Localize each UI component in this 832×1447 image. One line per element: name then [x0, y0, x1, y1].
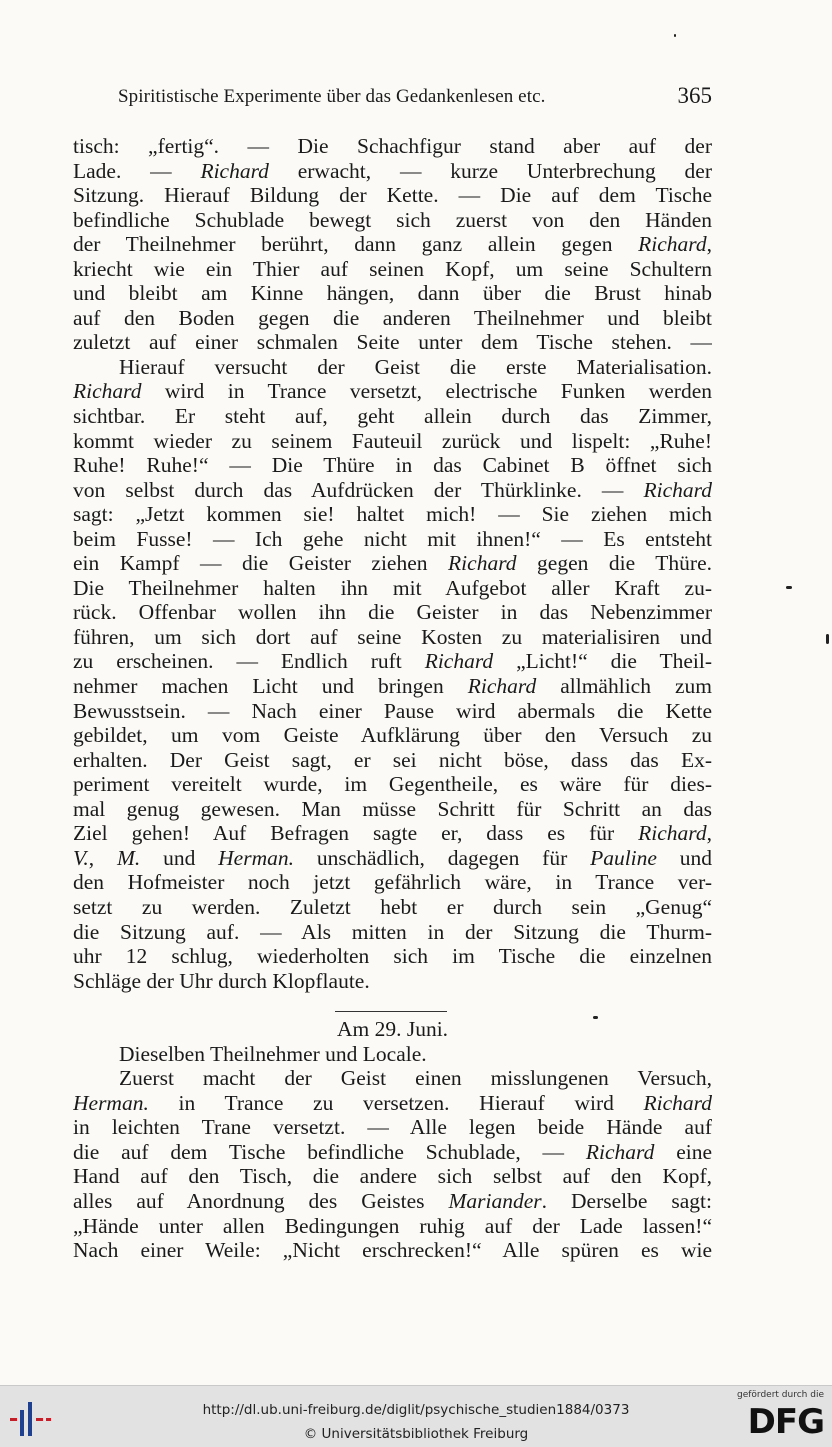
- dfg-logo-text: DFG: [747, 1402, 824, 1442]
- text-line: kriecht wie ein Thier auf seinen Kopf, um seine Schultern: [73, 256, 712, 281]
- text-line: ein Kampf — die Geister ziehen Richard gegen die Thüre.: [73, 551, 712, 576]
- scan-speck: [826, 634, 829, 644]
- text-line: mal genug gewesen. Man müsse Schritt für Schritt an das: [73, 796, 712, 821]
- text-line: den Hofmeister noch jetzt gefährlich wäre, in Trance ver-: [73, 870, 712, 895]
- text-line: gebildet, um vom Geiste Aufklärung über den Versuch zu: [73, 723, 712, 748]
- text-line: beim Fusse! — Ich gehe nicht mit ihnen!“ — Es entsteht: [73, 526, 712, 551]
- source-url-link[interactable]: http://dl.ub.uni-freiburg.de/diglit/psychische_studien1884/0373: [202, 1402, 630, 1418]
- text-line: befindliche Schublade bewegt sich zuerst von den Händen: [73, 207, 712, 232]
- text-line: sichtbar. Er steht auf, geht allein durch das Zimmer,: [73, 404, 712, 429]
- text-line: nehmer machen Licht und bringen Richard allmählich zum: [73, 674, 712, 699]
- section-heading: Am 29. Juni.: [336, 1017, 449, 1042]
- page-header: [118, 83, 712, 114]
- text-line: Schläge der Uhr durch Klopflaute.: [73, 968, 370, 993]
- scan-speck: [593, 1016, 598, 1019]
- dfg-logo[interactable]: [732, 1390, 824, 1444]
- text-line: Dieselben Theilnehmer und Locale.: [119, 1041, 427, 1066]
- text-line: Herman. in Trance zu versetzen. Hierauf wird Richard: [73, 1090, 712, 1115]
- text-line: periment vereitelt wurde, im Gegentheile, es wäre für dies-: [73, 772, 712, 797]
- dfg-caption: gefördert durch die: [737, 1390, 824, 1400]
- text-line: sagt: „Jetzt kommen sie! haltet mich! — Sie ziehen mich: [73, 502, 712, 527]
- section-divider: [73, 993, 712, 1017]
- text-line: Sitzung. Hierauf Bildung der Kette. — Die auf dem Tische: [73, 183, 712, 208]
- text-line: auf den Boden gegen die anderen Theilnehmer und bleibt: [73, 305, 712, 330]
- text-line: rück. Offenbar wollen ihn die Geister in das Nebenzimmer: [73, 600, 712, 625]
- text-line: und bleibt am Kinne hängen, dann über die Brust hinab: [73, 281, 712, 306]
- text-line: Bewusstsein. — Nach einer Pause wird abermals die Kette: [73, 698, 712, 723]
- text-line: erhalten. Der Geist sagt, er sei nicht böse, dass das Ex-: [73, 747, 712, 772]
- text-line: führen, um sich dort auf seine Kosten zu materialisiren und: [73, 624, 712, 649]
- body-text: [73, 134, 712, 1263]
- scan-speck: [786, 586, 792, 589]
- text-line: in leichten Trane versetzt. — Alle legen beide Hände auf: [73, 1115, 712, 1140]
- text-line: Ziel gehen! Auf Befragen sagte er, dass es für Richard,: [73, 821, 712, 846]
- text-line: uhr 12 schlug, wiederholten sich im Tische die einzelnen: [73, 944, 712, 969]
- text-line: Hand auf den Tisch, die andere sich selbst auf den Kopf,: [73, 1164, 712, 1189]
- text-line: Richard wird in Trance versetzt, electrische Funken werden: [73, 379, 712, 404]
- scan-speck: [674, 34, 676, 37]
- text-line: die auf dem Tische befindliche Schublade, — Richard eine: [73, 1139, 712, 1164]
- text-line: Lade. — Richard erwacht, — kurze Unterbrechung der: [73, 158, 712, 183]
- text-line: Hierauf versucht der Geist die erste Materialisation.: [119, 354, 712, 379]
- text-line: zu erscheinen. — Endlich ruft Richard „Licht!“ die Theil-: [73, 649, 712, 674]
- text-line: „Hände unter allen Bedingungen ruhig auf der Lade lassen!“: [73, 1213, 712, 1238]
- text-line: Die Theilnehmer halten ihn mit Aufgebot aller Kraft zu-: [73, 575, 712, 600]
- text-line: Nach einer Weile: „Nicht erschrecken!“ Alle spüren es wie: [73, 1238, 712, 1263]
- text-line: alles auf Anordnung des Geistes Mariander. Derselbe sagt:: [73, 1188, 712, 1213]
- text-line: setzt zu werden. Zuletzt hebt er durch sein „Genug“: [73, 894, 712, 919]
- page-number: 365: [677, 83, 712, 108]
- text-line: von selbst durch das Aufdrücken der Thürklinke. — Richard: [73, 477, 712, 502]
- text-line: V., M. und Herman. unschädlich, dagegen für Pauline und: [73, 845, 712, 870]
- text-line: kommt wieder zu seinem Fauteuil zurück und lispelt: „Ruhe!: [73, 428, 712, 453]
- running-title: Spiritistische Experimente über das Gedankenlesen etc.: [118, 86, 546, 107]
- text-line: der Theilnehmer berührt, dann ganz allein gegen Richard,: [73, 232, 712, 257]
- text-line: tisch: „fertig“. — Die Schachfigur stand aber auf der: [73, 134, 712, 158]
- viewer-footer: [0, 1385, 832, 1447]
- copyright-notice: © Universitätsbibliothek Freiburg: [303, 1426, 529, 1442]
- text-line: zuletzt auf einer schmalen Seite unter dem Tische stehen. —: [73, 330, 712, 355]
- divider-rule: [335, 1011, 447, 1012]
- text-line: Ruhe! Ruhe!“ — Die Thüre in das Cabinet B öffnet sich: [73, 453, 712, 478]
- text-line: Zuerst macht der Geist einen misslungenen Versuch,: [119, 1066, 712, 1091]
- text-line: die Sitzung auf. — Als mitten in der Sitzung die Thurm-: [73, 919, 712, 944]
